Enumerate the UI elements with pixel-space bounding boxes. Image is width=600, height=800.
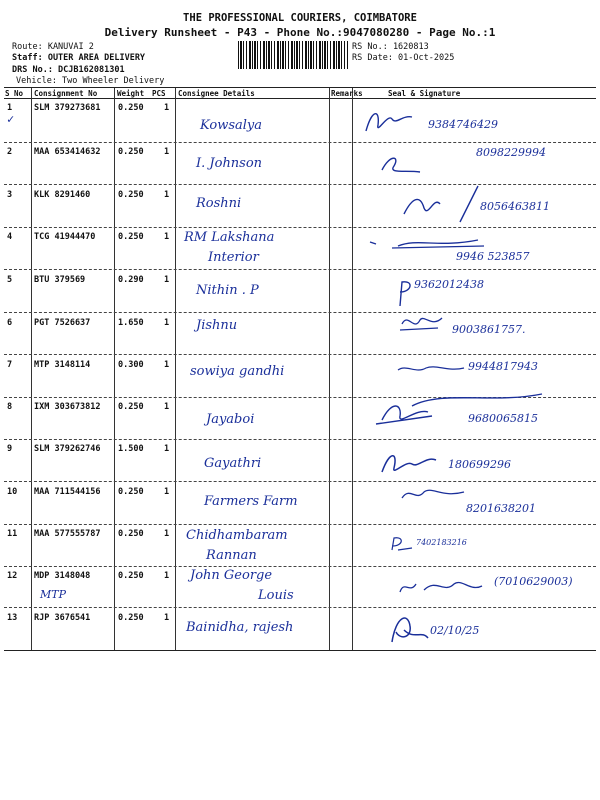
- signature-phone: 9680065815: [468, 412, 538, 425]
- handwritten-consignment-note: MTP: [40, 588, 67, 601]
- pcs-value: 1: [164, 360, 170, 370]
- col-header-remarks: Remarks: [331, 89, 363, 98]
- consignee-name: John George: [190, 568, 273, 583]
- consignee-name: Chidhambaram: [186, 528, 288, 543]
- row-divider: [4, 312, 596, 313]
- rs-date: RS Date: 01-Oct-2025: [352, 53, 455, 63]
- pcs-value: 1: [164, 275, 170, 285]
- pcs-value: 1: [164, 571, 170, 581]
- row-sno: 5: [7, 275, 13, 285]
- col-header-weight: Weight: [117, 89, 145, 98]
- handwritten-signature: [400, 184, 480, 224]
- row-divider: [4, 607, 596, 608]
- consignment-number: SLM 379262746: [34, 444, 101, 454]
- row-divider: [4, 354, 596, 355]
- weight-value: 0.250: [118, 147, 144, 157]
- weight-value: 1.500: [118, 444, 144, 454]
- signature-phone: 9362012438: [414, 278, 484, 291]
- row-divider: [4, 566, 596, 567]
- consignment-number: KLK 8291460: [34, 190, 91, 200]
- table-top-border: [4, 87, 596, 88]
- signature-phone: 9003861757.: [452, 323, 526, 336]
- runsheet-title: Delivery Runsheet - P43 - Phone No.:9047080280 - Page No.:1: [104, 26, 496, 39]
- row-sno: 13: [7, 613, 18, 623]
- consignment-number: SLM 379273681: [34, 103, 101, 113]
- consignment-number: MAA 711544156: [34, 487, 101, 497]
- weight-value: 0.300: [118, 360, 144, 370]
- row-sno: 8: [7, 402, 13, 412]
- row-sno: 1: [7, 103, 13, 113]
- consignment-number: MTP 3148114: [34, 360, 91, 370]
- consignee-name: Roshni: [196, 196, 242, 211]
- table-header-border: [4, 98, 596, 99]
- weight-value: 0.250: [118, 613, 144, 623]
- consignment-number: RJP 3676541: [34, 613, 91, 623]
- row-divider: [4, 524, 596, 525]
- consignee-name: Jishnu: [196, 318, 238, 333]
- col-header-seal: Seal & Signature: [388, 89, 461, 98]
- col-header-pcs: PCS: [152, 89, 166, 98]
- drs-label: DRS No.: DCJB162081301: [12, 65, 125, 75]
- handwritten-signature: [398, 484, 468, 504]
- route-label: Route: KANUVAI 2: [12, 42, 94, 52]
- consignee-name: I. Johnson: [196, 156, 263, 171]
- row-divider: [4, 227, 596, 228]
- signature-phone: 9384746429: [428, 118, 498, 131]
- barcode: [238, 41, 348, 69]
- col-header-sno: S No: [5, 89, 24, 98]
- tick-mark: ✓: [7, 112, 15, 126]
- row-divider: [4, 481, 596, 482]
- row-sno: 10: [7, 487, 18, 497]
- row-sno: 6: [7, 318, 13, 328]
- handwritten-signature: [386, 610, 430, 646]
- consignee-name: Gayathri: [204, 456, 262, 471]
- signature-phone: 8201638201: [466, 502, 536, 515]
- consignee-name-line2: Rannan: [206, 548, 257, 563]
- signature-phone: (7010629003): [494, 575, 573, 588]
- pcs-value: 1: [164, 147, 170, 157]
- handwritten-signature: [396, 362, 466, 376]
- signature-phone: 8056463811: [480, 200, 550, 213]
- signature-phone: 9946 523857: [456, 250, 530, 263]
- consignee-name: Nithin . P: [196, 283, 259, 298]
- consignee-name: Jayaboi: [206, 412, 255, 427]
- weight-value: 0.250: [118, 103, 144, 113]
- signature-phone: 180699296: [448, 458, 511, 471]
- weight-value: 1.650: [118, 318, 144, 328]
- signature-phone: 7402183216: [416, 538, 467, 547]
- consignee-name: Bainidha, rajesh: [186, 620, 294, 635]
- handwritten-signature: [362, 105, 422, 139]
- row-divider: [4, 142, 596, 143]
- col-header-consignment: Consignment No: [34, 89, 98, 98]
- pcs-value: 1: [164, 103, 170, 113]
- consignee-name-line2: Louis: [258, 588, 294, 603]
- consignment-number: IXM 303673812: [34, 402, 101, 412]
- consignee-name: Kowsalya: [200, 118, 262, 133]
- signature-phone: 8098229994: [476, 146, 546, 159]
- consignee-name: RM Lakshana: [184, 230, 275, 245]
- vehicle-label: Vehicle: Two Wheeler Delivery: [16, 76, 165, 86]
- consignment-number: BTU 379569: [34, 275, 86, 285]
- row-sno: 11: [7, 529, 18, 539]
- pcs-value: 1: [164, 487, 170, 497]
- pcs-value: 1: [164, 613, 170, 623]
- consignment-number: MAA 577555787: [34, 529, 101, 539]
- consignee-name: sowiya gandhi: [190, 364, 285, 379]
- row-divider: [4, 439, 596, 440]
- table-bottom-border: [4, 650, 596, 651]
- consignment-number: MAA 653414632: [34, 147, 101, 157]
- pcs-value: 1: [164, 444, 170, 454]
- row-sno: 9: [7, 444, 13, 454]
- pcs-value: 1: [164, 232, 170, 242]
- consignment-number: PGT 7526637: [34, 318, 91, 328]
- weight-value: 0.250: [118, 487, 144, 497]
- consignee-name: Farmers Farm: [204, 494, 298, 509]
- weight-value: 0.250: [118, 529, 144, 539]
- weight-value: 0.250: [118, 190, 144, 200]
- company-title: THE PROFESSIONAL COURIERS, COIMBATORE: [183, 12, 417, 24]
- handwritten-signature: [398, 310, 446, 334]
- row-sno: 3: [7, 190, 13, 200]
- row-divider: [4, 184, 596, 185]
- pcs-value: 1: [164, 402, 170, 412]
- row-divider: [4, 269, 596, 270]
- pcs-value: 1: [164, 318, 170, 328]
- consignment-number: TCG 41944470: [34, 232, 96, 242]
- handwritten-signature: [376, 150, 436, 180]
- signature-date: 02/10/25: [430, 624, 480, 637]
- row-sno: 4: [7, 232, 13, 242]
- pcs-value: 1: [164, 190, 170, 200]
- consignee-name-line2: Interior: [208, 250, 259, 265]
- rs-number: RS No.: 1620813: [352, 42, 429, 52]
- handwritten-signature: [396, 574, 486, 600]
- col-header-consignee: Consignee Details: [178, 89, 255, 98]
- row-sno: 12: [7, 571, 18, 581]
- pcs-value: 1: [164, 529, 170, 539]
- row-sno: 7: [7, 360, 13, 370]
- staff-label: Staff: OUTER AREA DELIVERY: [12, 53, 146, 63]
- handwritten-signature: [388, 534, 416, 554]
- signature-phone: 9944817943: [468, 360, 538, 373]
- row-sno: 2: [7, 147, 13, 157]
- weight-value: 0.250: [118, 571, 144, 581]
- consignment-number: MDP 3148048: [34, 571, 91, 581]
- weight-value: 0.250: [118, 232, 144, 242]
- weight-value: 0.250: [118, 402, 144, 412]
- handwritten-signature: [394, 278, 416, 308]
- weight-value: 0.290: [118, 275, 144, 285]
- handwritten-signature: [376, 446, 440, 478]
